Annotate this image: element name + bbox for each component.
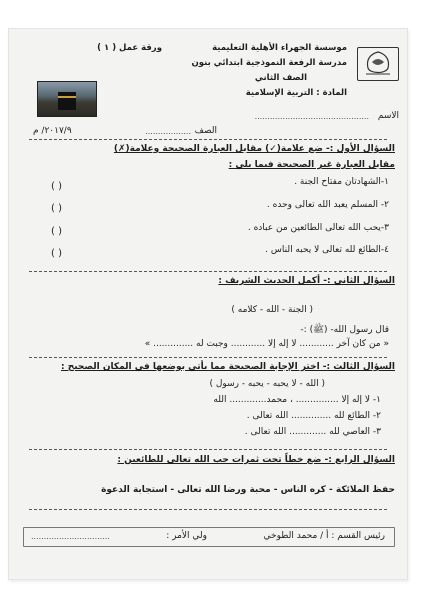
q2-hadith-intro: قال رسول الله- (ﷺ) :- <box>300 325 389 335</box>
q1-item: ٢- المسلم يعبد الله تعالى وحده . <box>266 200 389 210</box>
q1-item: ٣-يحب الله تعالى الطائعين من عباده . <box>247 223 389 233</box>
q1-item: ٤-الطائع لله تعالى لا يحبه الناس . <box>265 245 389 255</box>
worksheet-number: ورقة عمل ( ١ ) <box>97 43 162 53</box>
q1-answer-box[interactable]: ( ) <box>51 226 62 237</box>
class-field[interactable]: .................. <box>145 127 191 136</box>
q3-options: ( الله - لا يحبه - يحبه - رسول ) <box>209 379 325 389</box>
q2-options: ( الجنة - الله - كلامه ) <box>231 305 313 315</box>
q1-answer-box[interactable]: ( ) <box>51 203 62 214</box>
kaaba-icon <box>38 82 96 116</box>
kaaba-photo <box>37 81 97 117</box>
name-label <box>378 111 399 121</box>
q1-answer-box[interactable]: ( ) <box>51 248 62 259</box>
date-label: ٢٠١٧/٩/ م <box>33 126 72 136</box>
school-name: مدرسة الرفعة النموذجية ابتدائي بنون <box>191 58 347 68</box>
q2-divider <box>29 357 387 358</box>
guardian-signature-field[interactable]: ............................... <box>31 532 110 541</box>
guardian-label: ولي الأمر : <box>166 531 207 541</box>
q3-item: ١- لا إله إلا ............... ، محمد............. الله <box>213 395 381 405</box>
q1-title: السؤال الأول :- ضع علامة(✓) مقابل العبارة الصحيحة وعلامة(✗) <box>113 144 395 154</box>
q1-answer-box[interactable]: ( ) <box>51 181 62 192</box>
worksheet-page <box>8 28 408 580</box>
q1-divider <box>29 271 387 272</box>
q3-item: ٣- العاصي لله ............. الله تعالى . <box>244 427 381 437</box>
q3-item: ٢- الطائع لله .............. الله تعالى . <box>246 411 381 421</box>
org-name: موسسة الجهراء الأهلية التعليمية <box>212 43 347 53</box>
q3-title: السؤال الثالث :- اختر الإجابة الصحيحة مما يأتي بوضعها في المكان الصحيح : <box>60 362 395 372</box>
q2-hadith-text: « من كان آخر ............ لا إله إلا ............ وجبت له .............. » <box>144 339 389 349</box>
name-field[interactable]: ............................................. <box>254 112 369 121</box>
q1-item: ١-الشهادتان مفتاح الجنة . <box>294 177 389 187</box>
q4-divider <box>29 509 387 510</box>
header-divider <box>29 139 387 140</box>
q4-title: السؤال الرابع :- ضع خطاً تحت ثمرات حب الله تعالى للطائعين : <box>117 455 395 465</box>
q1-subtitle: مقابل العبارة غير الصحيحة فيما يلي : <box>228 160 395 170</box>
department-head: رئيس القسم : أ / محمد الطوخي <box>263 531 385 541</box>
school-logo <box>357 47 399 81</box>
grade-label: الصف الثاني <box>254 73 307 83</box>
q2-title: السؤال الثاني :- أكمل الحديث الشريف : <box>218 276 395 286</box>
class-label: الصف <box>194 126 217 136</box>
subject-label: المادة : التربية الإسلامية <box>245 88 347 98</box>
name-label-text: الاسم <box>377 111 399 121</box>
emblem-icon <box>358 48 398 80</box>
q4-items: حفظ الملائكة - كره الناس - محبة ورضا الله تعالى - استجابة الدعوة <box>101 485 395 495</box>
q3-divider <box>29 449 387 450</box>
